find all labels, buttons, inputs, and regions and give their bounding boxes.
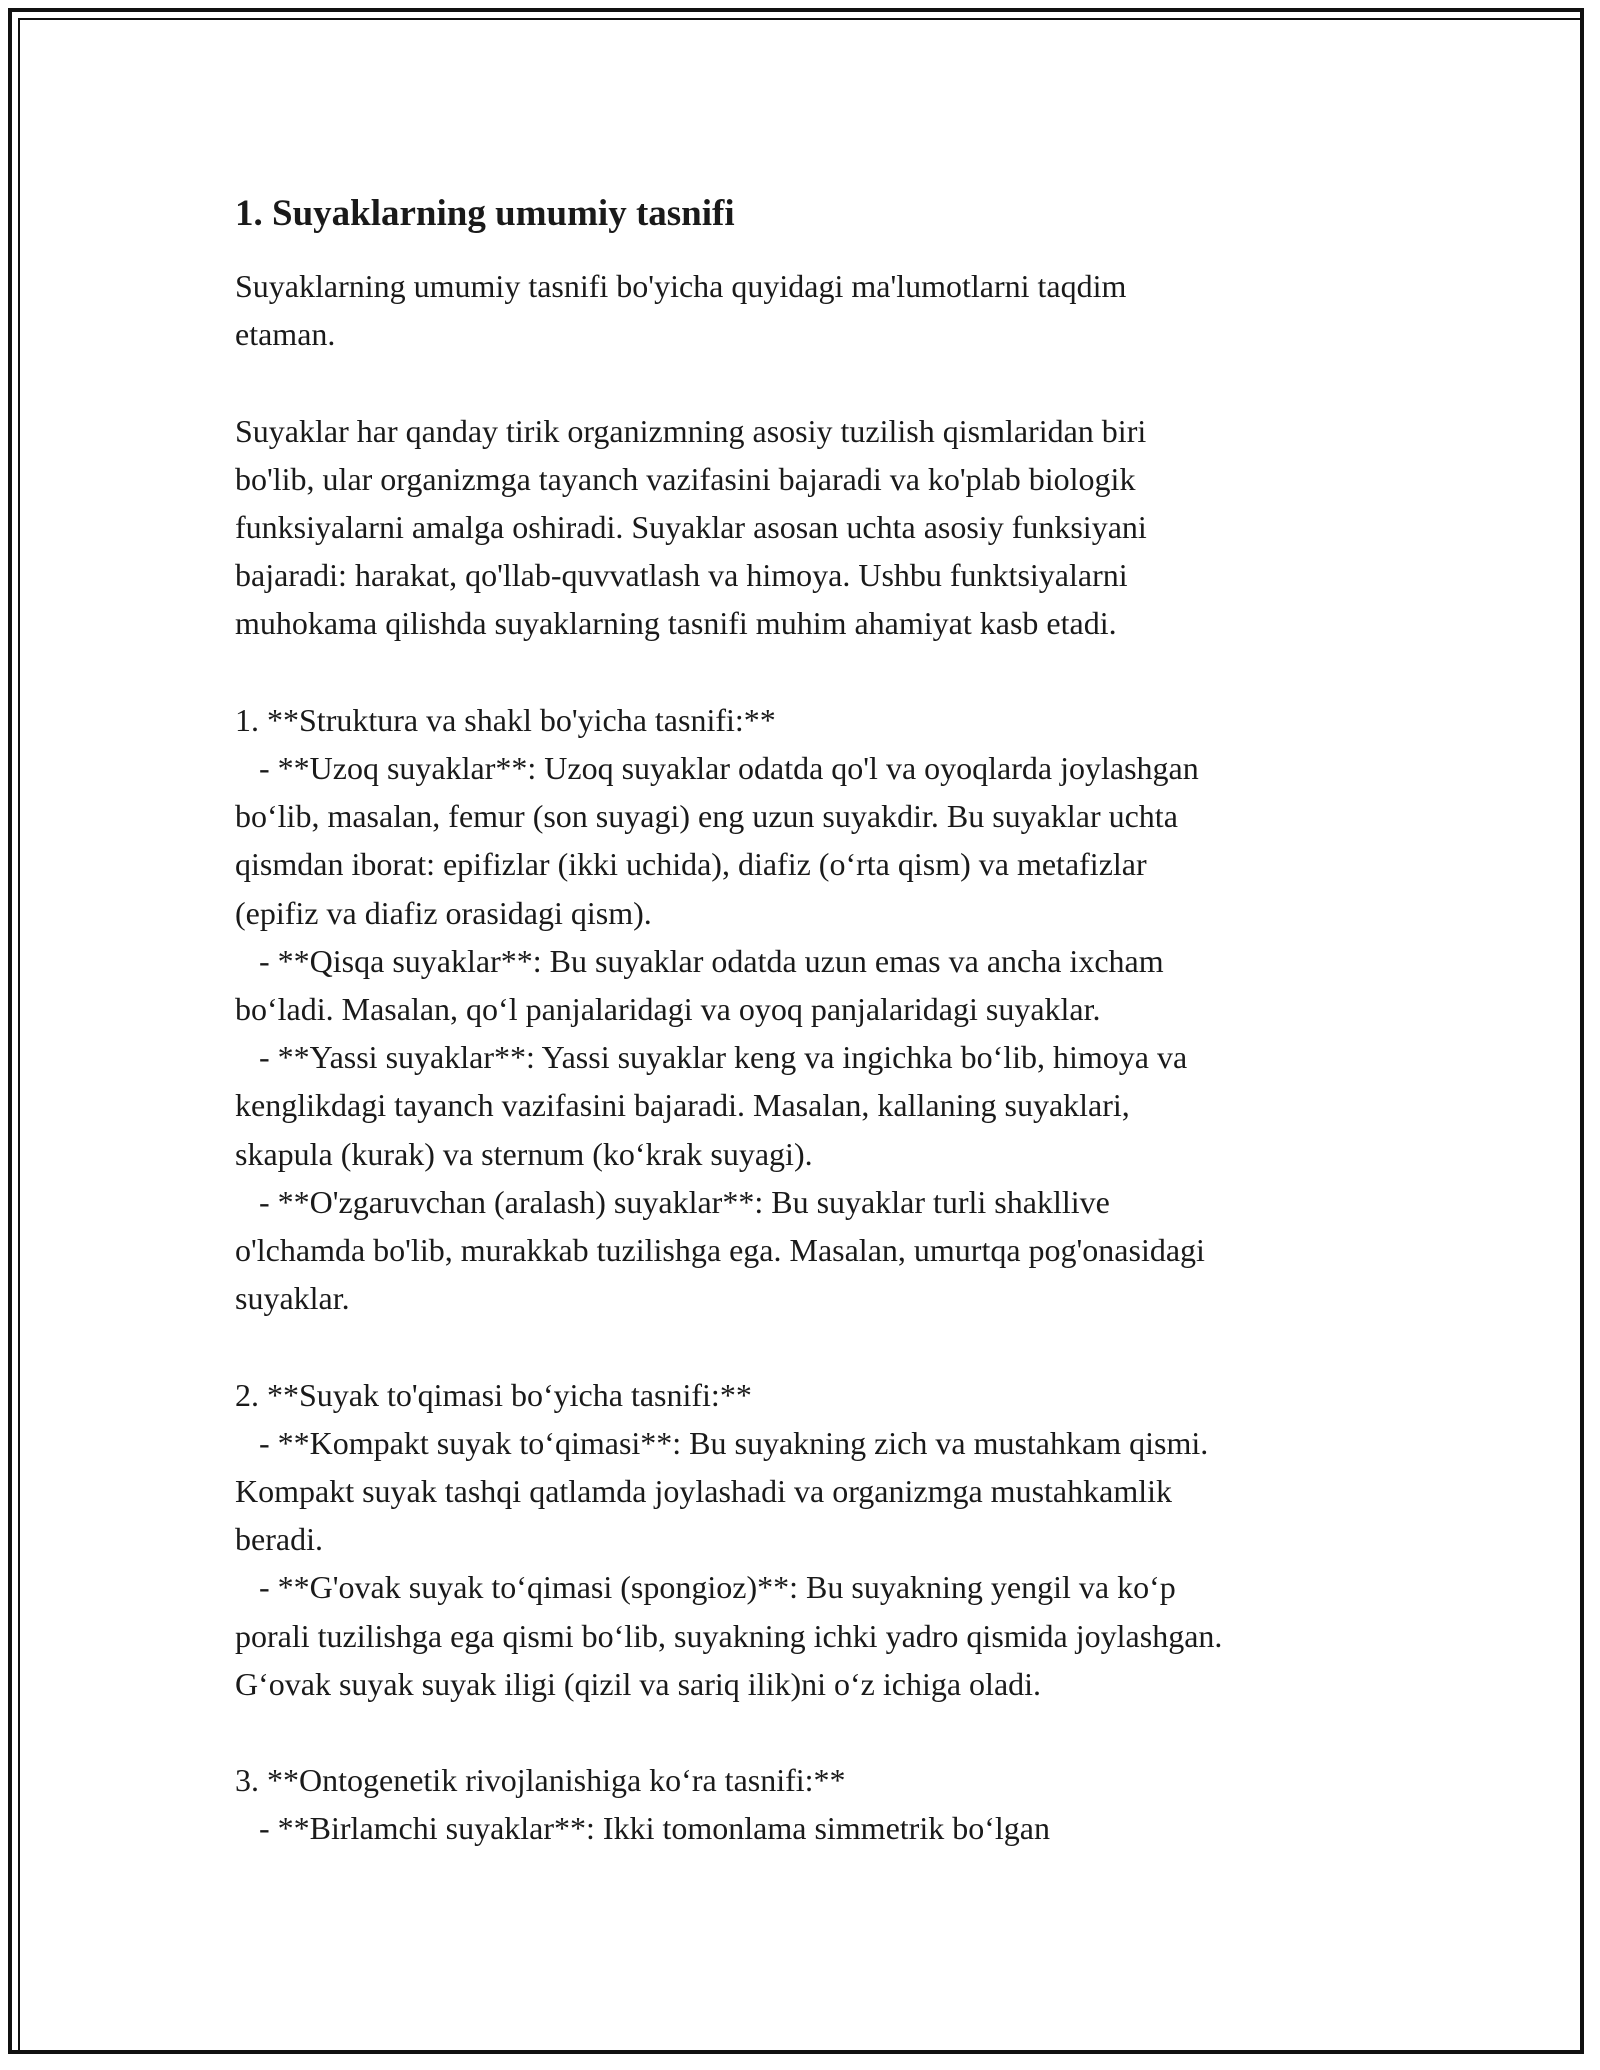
text-line: etaman. [235, 316, 336, 353]
text-line: - **Kompakt suyak to‘qimasi**: Bu suyakning zich va mustahkam qismi. [235, 1424, 1209, 1461]
text-line: Suyaklarning umumiy tasnifi bo'yicha quyidagi ma'lumotlarni taqdim [235, 268, 1127, 304]
text-line: funksiyalarni amalga oshiradi. Suyaklar asosan uchta asosiy funksiyani [235, 509, 1147, 545]
document-content [235, 188, 1415, 1853]
text-line: - **Qisqa suyaklar**: Bu suyaklar odatda uzun emas va ancha ixcham [235, 942, 1164, 979]
text-line: beradi. [235, 1521, 323, 1558]
text-line: qismdan iborat: epifizlar (ikki uchida), diafiz (o‘rta qism) va metafizlar [235, 846, 1147, 883]
text-line: G‘ovak suyak suyak iligi (qizil va sariq ilik)ni o‘z ichiga oladi. [235, 1665, 1042, 1702]
text-line: (epifiz va diafiz orasidagi qism). [235, 894, 652, 931]
text-line: 1. **Struktura va shakl bo'yicha tasnifi:** [235, 701, 776, 738]
text-line: Suyaklar har qanday tirik organizmning asosiy tuzilish qismlaridan biri [235, 412, 1147, 449]
text-line: o'lchamda bo'lib, murakkab tuzilishga ega. Masalan, umurtqa pog'onasidagi [235, 1232, 1205, 1269]
text-line: - **Yassi suyaklar**: Yassi suyaklar keng va ingichka bo‘lib, himoya va [235, 1039, 1188, 1076]
text-line: bo'lib, ular organizmga tayanch vazifasini bajaradi va ko'plab biologik [235, 460, 1136, 497]
document-title: 1. Suyaklarning umumiy tasnifi [235, 193, 735, 234]
paragraph-spacer [235, 648, 1415, 696]
paragraph-spacer [235, 1708, 1415, 1756]
text-line: Kompakt suyak tashqi qatlamda joylashadi va organizmga mustahkamlik [235, 1473, 1172, 1510]
text-line: - **Uzoq suyaklar**: Uzoq suyaklar odatda qo'l va oyoqlarda joylashgan [235, 750, 1199, 786]
paragraph-spacer [235, 1322, 1415, 1370]
text-line: - **Birlamchi suyaklar**: Ikki tomonlama simmetrik bo‘lgan [235, 1810, 1050, 1847]
text-line: - **O'zgaruvchan (aralash) suyaklar**: Bu suyaklar turli shakllive [235, 1183, 1110, 1220]
text-line: bo‘ladi. Masalan, qo‘l panjalaridagi va oyoq panjalaridagi suyaklar. [235, 991, 1101, 1028]
paragraph-spacer [235, 358, 1415, 406]
text-line: 3. **Ontogenetik rivojlanishiga ko‘ra tasnifi:** [235, 1762, 846, 1799]
text-line: porali tuzilishga ega qismi bo‘lib, suyakning ichki yadro qismida joylashgan. [235, 1617, 1223, 1654]
text-line: muhokama qilishda suyaklarning tasnifi muhim ahamiyat kasb etadi. [235, 605, 1117, 642]
text-line: bo‘lib, masalan, femur (son suyagi) eng uzun suyakdir. Bu suyaklar uchta [235, 798, 1178, 835]
text-line: kenglikdagi tayanch vazifasini bajaradi. Masalan, kallaning suyaklari, [235, 1087, 1130, 1124]
text-line: 2. **Suyak to'qimasi bo‘yicha tasnifi:** [235, 1376, 752, 1413]
text-line: - **G'ovak suyak to‘qimasi (spongioz)**: Bu suyakning yengil va ko‘p [235, 1569, 1176, 1606]
document-body [235, 262, 1415, 1853]
text-line: bajaradi: harakat, qo'llab-quvvatlash va himoya. Ushbu funktsiyalarni [235, 557, 1128, 594]
text-line: skapula (kurak) va sternum (ko‘krak suyagi). [235, 1135, 813, 1172]
text-line: suyaklar. [235, 1280, 350, 1317]
